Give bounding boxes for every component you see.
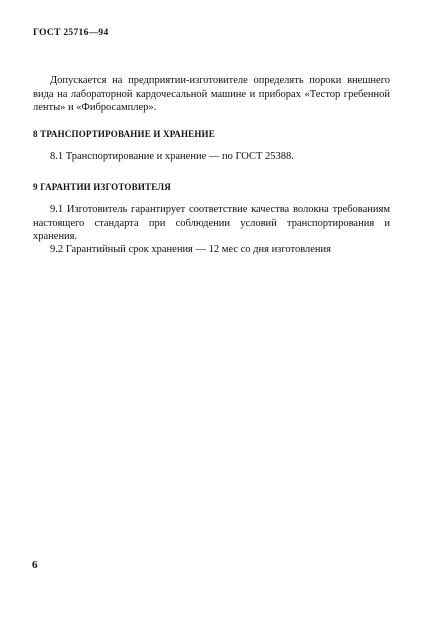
section-8-title: 8 ТРАНСПОРТИРОВАНИЕ И ХРАНЕНИЕ (33, 129, 215, 139)
section-9-title: 9 ГАРАНТИИ ИЗГОТОВИТЕЛЯ (33, 182, 171, 192)
section-8-1-text: 8.1 Транспортирование и хранение — по ГОСТ 25388. (50, 151, 294, 162)
page-number: 6 (32, 559, 38, 571)
page-header: ГОСТ 25716—94 (33, 28, 109, 38)
section-9-2-text: 9.2 Гарантийный срок хранения — 12 мес со дня изготовления (50, 244, 331, 255)
section-9-1-text: 9.1 Изготовитель гарантирует соответствие качества волокна требованиям настоящего стандарта при соблюдении условий транспортирования и хранения. (33, 204, 390, 242)
intro-paragraph: Допускается на предприятии-изготовителе определять пороки внешнего вида на лабораторной кардочесальной машине и приборах «Тестор гребенной ленты» и «Фибросамплер». (33, 75, 390, 113)
